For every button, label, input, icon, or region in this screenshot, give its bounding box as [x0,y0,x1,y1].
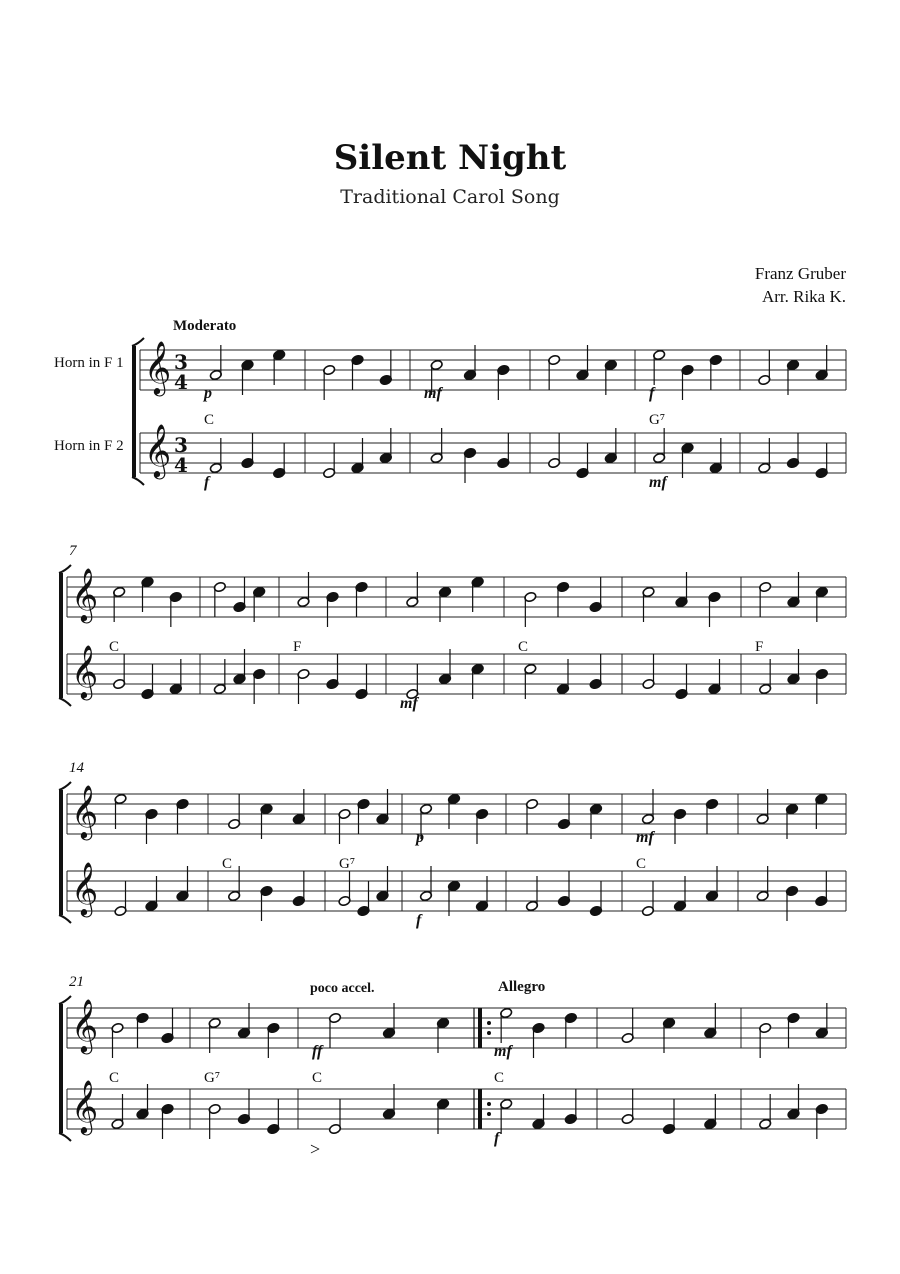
dynamic-marking: mf [636,829,654,846]
time-signature-beats: 3 [174,350,188,374]
dynamic-marking: mf [400,695,418,712]
instrument-name-horn-2: Horn in F 2 [54,438,124,454]
measure-number: 14 [69,760,84,776]
treble-clef-icon: 𝄞 [144,423,172,477]
chord-symbol: F [293,639,302,655]
treble-clef-icon: 𝄞 [71,567,99,621]
time-signature-unit: 4 [174,453,188,477]
repeat-dot [487,1031,491,1035]
time-signature-beats: 3 [174,433,188,457]
chord-symbol: C [109,639,120,655]
tempo-poco-accel: poco accel. [310,981,375,996]
measure-number: 21 [69,974,84,990]
chord-symbol: C [312,1070,323,1086]
dynamic-marking: p [204,385,212,402]
bracket-hook [59,996,71,1004]
page-subtitle: Traditional Carol Song [340,186,560,208]
chord-symbol: C [222,856,233,872]
treble-clef-icon: 𝄞 [71,861,99,915]
chord-symbol: G⁷ [204,1070,221,1086]
treble-clef-icon: 𝄞 [144,340,172,394]
chord-symbol: C [518,639,529,655]
arranger: Arr. Rika K. [761,287,846,306]
treble-clef-icon: 𝄞 [71,1079,99,1133]
bracket-hook [59,1133,71,1141]
bracket-hook [132,477,144,485]
bracket-hook [59,915,71,923]
chord-symbol: F [755,639,764,655]
tempo-allegro: Allegro [498,979,546,995]
dynamic-marking: f [649,385,655,402]
tempo-moderato: Moderato [173,318,237,334]
dynamic-marking: mf [649,474,667,491]
chord-symbol: C [109,1070,120,1086]
dynamic-marking: f [494,1130,500,1147]
chord-symbol: C [204,412,215,428]
treble-clef-icon: 𝄞 [71,998,99,1052]
page-title: Silent Night [333,138,567,178]
dynamic-marking: p [416,829,424,846]
treble-clef-icon: 𝄞 [71,784,99,838]
measure-number: 7 [69,543,77,559]
dynamic-marking: ff [312,1043,323,1060]
double-barline-thick [478,1008,482,1048]
accent-mark: > [310,1139,321,1159]
dynamic-marking: f [416,912,422,929]
dynamic-marking: f [204,474,210,491]
composer: Franz Gruber [754,264,846,283]
bracket-hook [59,565,71,573]
treble-clef-icon: 𝄞 [71,644,99,698]
double-barline-thick [478,1089,482,1129]
dynamic-marking: mf [494,1043,512,1060]
bracket-hook [132,338,144,346]
repeat-dot [487,1102,491,1106]
time-signature-unit: 4 [174,370,188,394]
chord-symbol: C [494,1070,505,1086]
chord-symbol: G⁷ [339,856,356,872]
chord-symbol: C [636,856,647,872]
repeat-dot [487,1112,491,1116]
chord-symbol: G⁷ [649,412,666,428]
bracket-hook [59,782,71,790]
bracket-hook [59,698,71,706]
dynamic-marking: mf [424,385,442,402]
instrument-name-horn-1: Horn in F 1 [54,355,124,371]
repeat-dot [487,1021,491,1025]
